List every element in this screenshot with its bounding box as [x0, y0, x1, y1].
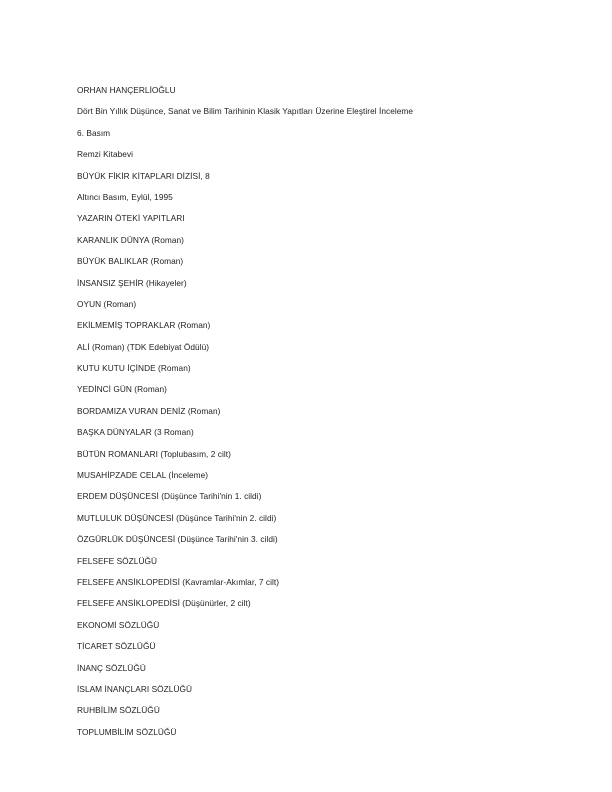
work-item: RUHBİLİM SÖZLÜĞÜ	[77, 705, 160, 716]
work-item: EKONOMİ SÖZLÜĞÜ	[77, 619, 160, 630]
edition-date: Altıncı Basım, Eylül, 1995	[77, 191, 173, 202]
author-name: ORHAN HANÇERLİOĞLU	[77, 85, 176, 95]
work-item: BAŞKA DÜNYALAR (3 Roman)	[77, 427, 194, 438]
work-item: FELSEFE ANSİKLOPEDİSİ (Düşünürler, 2 cilt)	[77, 598, 251, 609]
work-item: FELSEFE ANSİKLOPEDİSİ (Kavramlar-Akımlar, 7 cilt)	[77, 576, 280, 587]
edition-number: 6. Basım	[77, 127, 111, 138]
work-item: KARANLIK DÜNYA (Roman)	[77, 234, 184, 245]
work-item: ALİ (Roman) (TDK Edebiyat Ödülü)	[77, 341, 210, 352]
work-item: YEDİNCİ GÜN (Roman)	[77, 384, 167, 395]
work-item: İSLAM İNANÇLARI SÖZLÜĞÜ	[77, 683, 193, 694]
publisher: Remzi Kitabevi	[77, 149, 134, 160]
work-item: BORDAMIZA VURAN DENİZ (Roman)	[77, 405, 221, 416]
work-item: OYUN (Roman)	[77, 298, 137, 309]
work-item: BÜTÜN ROMANLARI (Toplubasım, 2 cilt)	[77, 448, 231, 459]
work-item: FELSEFE SÖZLÜĞÜ	[77, 555, 158, 566]
work-item: BÜYÜK BALIKLAR (Roman)	[77, 256, 184, 267]
work-item: KUTU KUTU İÇİNDE (Roman)	[77, 363, 191, 374]
series-name: BÜYÜK FİKİR KİTAPLARI DİZİSİ, 8	[77, 170, 210, 181]
work-item: EKİLMEMİŞ TOPRAKLAR (Roman)	[77, 320, 211, 331]
text-lines	[77, 84, 577, 747]
book-subtitle: Dört Bin Yıllık Düşünce, Sanat ve Bilim Tarihinin Klasik Yapıtları Üzerine Eleştirel İnceleme	[77, 106, 414, 117]
work-item: TİCARET SÖZLÜĞÜ	[77, 641, 156, 652]
work-item: TOPLUMBİLİM SÖZLÜĞÜ	[77, 726, 177, 737]
work-item: MUSAHİPZADE CELAL (İnceleme)	[77, 470, 209, 481]
work-item: İNANÇ SÖZLÜĞÜ	[77, 662, 146, 673]
other-works-heading: YAZARIN ÖTEKİ YAPITLARI	[77, 213, 185, 224]
work-item: İNSANSIZ ŞEHİR (Hikayeler)	[77, 277, 187, 288]
work-item: MUTLULUK DÜŞÜNCESİ (Düşünce Tarihi'nin 2. cildi)	[77, 512, 277, 523]
work-item: ÖZGÜRLÜK DÜŞÜNCESİ (Düşünce Tarihi'nin 3. cildi)	[77, 534, 278, 545]
work-item: ERDEM DÜŞÜNCESİ (Düşünce Tarihi'nin 1. cildi)	[77, 491, 262, 502]
